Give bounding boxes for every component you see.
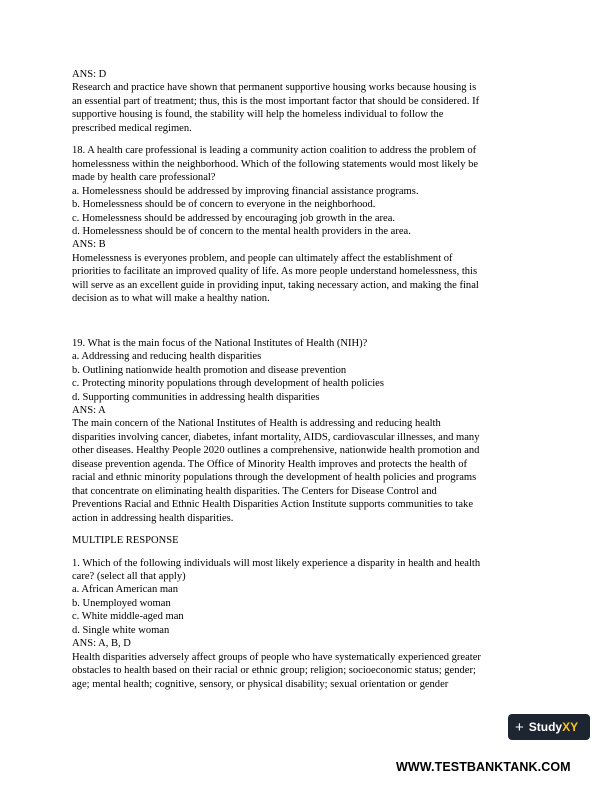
option-a: a. African American man <box>72 584 179 596</box>
option-d: d. Single white woman <box>72 624 170 636</box>
rationale-line: action in addressing health disparities. <box>72 512 234 524</box>
question-stem: care? (select all that apply) <box>72 570 186 582</box>
rationale-line: disparities involving cancer, diabetes, infant mortality, AIDS, cardiovascular illnesses, and many <box>72 431 480 443</box>
rationale-line: that concentrate on eliminating health disparities. The Centers for Disease Control and <box>72 485 437 497</box>
rationale-line: supportive housing is found, the stability will help the homeless individual to follow the <box>72 109 444 121</box>
option-b: b. Unemployed woman <box>72 597 171 609</box>
rationale-line: obstacles to health based on their racial or ethnic group; religion; socioeconomic status; gender; <box>72 665 476 677</box>
rationale-line: Research and practice have shown that permanent supportive housing works because housing is <box>72 82 477 94</box>
footer-url[interactable]: WWW.TESTBANKTANK.COM <box>396 760 571 774</box>
question-stem: 19. What is the main focus of the National Institutes of Health (NIH)? <box>72 337 368 349</box>
answer-line: ANS: B <box>72 239 106 251</box>
badge-xy-text: XY <box>562 720 579 734</box>
option-c: c. Homelessness should be addressed by encouraging job growth in the area. <box>72 212 396 224</box>
option-d: d. Supporting communities in addressing health disparities <box>72 391 320 403</box>
option-a: a. Homelessness should be addressed by improving financial assistance programs. <box>72 185 419 197</box>
answer-line: ANS: A <box>72 404 106 416</box>
option-b: b. Homelessness should be of concern to everyone in the neighborhood. <box>72 199 376 211</box>
rationale-line: Health disparities adversely affect groups of people who have systematically experienced greater <box>72 651 481 663</box>
question-stem: 18. A health care professional is leading a community action coalition to address the problem of <box>72 145 477 157</box>
plus-icon: + <box>515 718 524 736</box>
option-c: c. White middle-aged man <box>72 611 184 623</box>
question-stem: homelessness within the neighborhood. Which of the following statements would most likely be <box>72 158 479 170</box>
question-stem: 1. Which of the following individuals will most likely experience a disparity in health and health <box>72 557 481 569</box>
answer-line: ANS: A, B, D <box>72 638 131 650</box>
option-d: d. Homelessness should be of concern to the mental health providers in the area. <box>72 225 411 237</box>
rationale-line: decision as to what will make a healthy nation. <box>72 293 270 305</box>
rationale-line: other diseases. Healthy People 2020 outlines a comprehensive, nationwide health promotion and <box>72 445 480 457</box>
rationale-line: The main concern of the National Institutes of Health is addressing and reducing health <box>72 418 441 430</box>
option-c: c. Protecting minority populations through development of health policies <box>72 378 384 390</box>
section-heading: MULTIPLE RESPONSE <box>72 535 179 547</box>
rationale-line: racial and ethnic minority populations through the development of health policies and programs <box>72 472 477 484</box>
option-a: a. Addressing and reducing health disparities <box>72 351 262 363</box>
rationale-line: age; mental health; cognitive, sensory, or physical disability; sexual orientation or gender <box>72 678 449 690</box>
rationale-line: disease prevention agenda. The Office of Minority Health improves and protects the health of <box>72 458 467 470</box>
badge-study-text: Study <box>528 720 563 734</box>
rationale-line: Preventions Racial and Ethnic Health Disparities Action Institute supports communities to take <box>72 499 473 511</box>
question-stem: made by health care professional? <box>72 172 216 184</box>
answer-line: ANS: D <box>72 69 107 80</box>
rationale-line: Homelessness is everyones problem, and people can ultimately affect the establishment of <box>72 252 453 264</box>
rationale-line: will serve as an excellent guide in providing input, taking necessary action, and making the final <box>72 279 479 291</box>
option-b: b. Outlining nationwide health promotion and disease prevention <box>72 364 347 376</box>
studyxy-badge[interactable] <box>508 714 590 740</box>
rationale-line: prescribed medical regimen. <box>72 122 192 134</box>
rationale-line: an essential part of treatment; thus, this is the most important factor that should be considered. If <box>72 95 480 107</box>
document-body <box>72 68 544 691</box>
rationale-line: priorities to facilitate an improved quality of life. As more people understand homelessness, this <box>72 266 478 278</box>
